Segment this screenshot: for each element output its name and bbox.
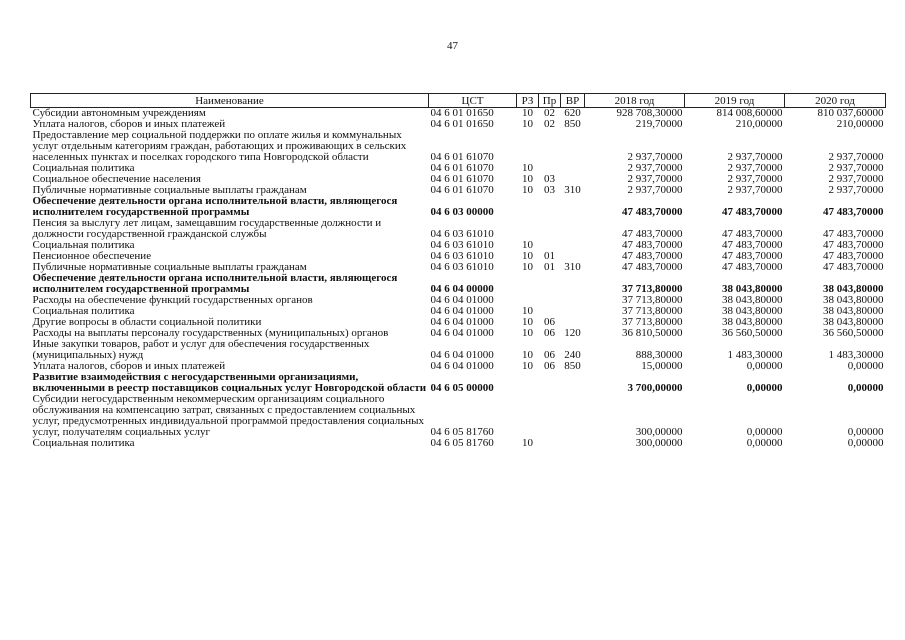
row-pr: 02 bbox=[544, 107, 555, 119]
row-2019: 47 483,70000 bbox=[722, 239, 783, 251]
row-vr bbox=[561, 438, 585, 449]
row-2019: 36 560,50000 bbox=[722, 327, 783, 339]
budget-table bbox=[30, 93, 886, 449]
row-2018: 888,30000 bbox=[635, 349, 683, 361]
header-rz: РЗ bbox=[517, 94, 539, 108]
row-vr: 850 bbox=[564, 360, 581, 372]
row-2020: 810 037,60000 bbox=[817, 107, 884, 119]
row-rz: 10 bbox=[522, 437, 533, 449]
row-cst: 04 6 01 61070 bbox=[430, 162, 494, 174]
row-rz bbox=[517, 372, 539, 394]
row-2018: 928 708,30000 bbox=[616, 107, 683, 119]
row-cst: 04 6 05 81760 bbox=[430, 437, 494, 449]
row-rz: 10 bbox=[522, 316, 533, 328]
row-cst: 04 6 05 00000 bbox=[430, 382, 494, 394]
row-pr: 06 bbox=[544, 316, 555, 328]
row-2018: 47 483,70000 bbox=[622, 239, 683, 251]
row-rz: 10 bbox=[522, 327, 533, 339]
row-2020: 0,00000 bbox=[847, 426, 884, 438]
row-2019: 38 043,80000 bbox=[722, 305, 783, 317]
row-name: Субсидии негосударственным некоммерческим организациям социального обслуживания на компенсацию затрат, связанных с предоставлением социальных услуг, предусмотренных индивидуальной программой предоставления социальных услуг, получателям социальных услуг bbox=[32, 393, 425, 438]
row-2019: 38 043,80000 bbox=[722, 294, 783, 306]
row-2020: 38 043,80000 bbox=[823, 316, 884, 328]
row-name: Пенсия за выслугу лет лицам, замещавшим государственные должности и должности государственной гражданской службы bbox=[32, 217, 382, 240]
row-2019: 0,00000 bbox=[746, 437, 783, 449]
row-2020: 2 937,70000 bbox=[828, 184, 884, 196]
row-2020: 0,00000 bbox=[847, 437, 884, 449]
row-2019: 0,00000 bbox=[746, 360, 783, 372]
row-cst: 04 6 01 61070 bbox=[430, 184, 494, 196]
row-2018: 219,70000 bbox=[635, 118, 683, 130]
row-rz: 10 bbox=[522, 250, 533, 262]
header-2019: 2019 год bbox=[685, 94, 785, 108]
row-cst: 04 6 04 01000 bbox=[430, 294, 494, 306]
row-rz: 10 bbox=[522, 239, 533, 251]
header-vr: ВР bbox=[561, 94, 585, 108]
row-rz: 10 bbox=[522, 261, 533, 273]
table-row bbox=[31, 218, 886, 240]
row-vr bbox=[561, 295, 585, 306]
table-row bbox=[31, 273, 886, 295]
row-2019: 47 483,70000 bbox=[722, 206, 783, 218]
row-2018: 15,00000 bbox=[641, 360, 683, 372]
row-2019: 2 937,70000 bbox=[727, 184, 783, 196]
row-2020: 2 937,70000 bbox=[828, 173, 884, 185]
row-rz: 10 bbox=[522, 305, 533, 317]
row-2019: 47 483,70000 bbox=[722, 261, 783, 273]
row-rz bbox=[517, 218, 539, 240]
row-name: Развитие взаимодействия с негосударственными организациями, включенными в реестр поставщиков социальных услуг Новгородской области bbox=[32, 371, 427, 394]
row-rz: 10 bbox=[522, 118, 533, 130]
table-row bbox=[31, 130, 886, 163]
header-name: Наименование bbox=[31, 94, 429, 108]
header-cst: ЦСТ bbox=[429, 94, 517, 108]
table-header-row bbox=[31, 94, 886, 108]
row-2020: 2 937,70000 bbox=[828, 151, 884, 163]
row-vr bbox=[561, 218, 585, 240]
row-name: Пенсионное обеспечение bbox=[32, 250, 152, 262]
row-name: Субсидии автономным учреждениям bbox=[32, 107, 206, 119]
row-name: Другие вопросы в области социальной политики bbox=[32, 316, 262, 328]
row-2018: 2 937,70000 bbox=[627, 162, 683, 174]
row-2018: 37 713,80000 bbox=[622, 294, 683, 306]
row-pr: 01 bbox=[544, 250, 555, 262]
row-vr bbox=[561, 196, 585, 218]
row-pr bbox=[539, 394, 561, 438]
row-2018: 2 937,70000 bbox=[627, 173, 683, 185]
row-vr bbox=[561, 372, 585, 394]
row-cst: 04 6 01 61070 bbox=[430, 151, 494, 163]
row-2019: 38 043,80000 bbox=[722, 316, 783, 328]
row-rz: 10 bbox=[522, 162, 533, 174]
row-name: Обеспечение деятельности органа исполнительной власти, являющегося исполнителем государственной программы bbox=[32, 195, 398, 218]
row-2018: 47 483,70000 bbox=[622, 250, 683, 262]
row-2019: 2 937,70000 bbox=[727, 162, 783, 174]
row-cst: 04 6 03 61010 bbox=[430, 228, 494, 240]
row-2020: 36 560,50000 bbox=[823, 327, 884, 339]
row-2019: 210,00000 bbox=[735, 118, 783, 130]
row-2018: 47 483,70000 bbox=[622, 261, 683, 273]
row-rz bbox=[517, 273, 539, 295]
row-2020: 1 483,30000 bbox=[828, 349, 884, 361]
row-name: Публичные нормативные социальные выплаты гражданам bbox=[32, 184, 307, 196]
row-2020: 0,00000 bbox=[847, 360, 884, 372]
row-name: Предоставление мер социальной поддержки по оплате жилья и коммунальных услуг отдельным категориям граждан, работающих и проживающих в сельских населенных пунктах и поселках городского типа Новгородской области bbox=[32, 129, 407, 163]
row-cst: 04 6 01 61070 bbox=[430, 173, 494, 185]
row-2018: 2 937,70000 bbox=[627, 184, 683, 196]
row-cst: 04 6 03 00000 bbox=[430, 206, 494, 218]
row-cst: 04 6 03 61010 bbox=[430, 261, 494, 273]
row-vr bbox=[561, 306, 585, 317]
row-pr bbox=[539, 130, 561, 163]
row-2019: 1 483,30000 bbox=[727, 349, 783, 361]
row-rz: 10 bbox=[522, 107, 533, 119]
row-2019: 38 043,80000 bbox=[722, 283, 783, 295]
row-cst: 04 6 04 01000 bbox=[430, 305, 494, 317]
row-cst: 04 6 04 01000 bbox=[430, 316, 494, 328]
row-vr: 310 bbox=[564, 261, 581, 273]
row-rz: 10 bbox=[522, 173, 533, 185]
row-pr: 01 bbox=[544, 261, 555, 273]
header-pr: Пр bbox=[539, 94, 561, 108]
table-row bbox=[31, 394, 886, 438]
row-2018: 2 937,70000 bbox=[627, 151, 683, 163]
row-pr: 02 bbox=[544, 118, 555, 130]
row-vr bbox=[561, 273, 585, 295]
row-name: Социальное обеспечение населения bbox=[32, 173, 201, 185]
row-vr bbox=[561, 240, 585, 251]
row-cst: 04 6 03 61010 bbox=[430, 239, 494, 251]
row-rz bbox=[517, 196, 539, 218]
row-pr bbox=[539, 372, 561, 394]
row-2020: 38 043,80000 bbox=[823, 305, 884, 317]
row-2020: 210,00000 bbox=[836, 118, 884, 130]
row-2020: 38 043,80000 bbox=[823, 294, 884, 306]
row-name: Расходы на выплаты персоналу государственных (муниципальных) органов bbox=[32, 327, 389, 339]
row-2020: 47 483,70000 bbox=[823, 228, 884, 240]
row-2018: 37 713,80000 bbox=[622, 316, 683, 328]
row-vr bbox=[561, 163, 585, 174]
row-pr bbox=[539, 438, 561, 449]
row-name: Социальная политика bbox=[32, 162, 135, 174]
row-2020: 38 043,80000 bbox=[823, 283, 884, 295]
row-pr bbox=[539, 218, 561, 240]
row-vr: 310 bbox=[564, 184, 581, 196]
row-vr bbox=[561, 394, 585, 438]
row-2019: 2 937,70000 bbox=[727, 151, 783, 163]
row-pr bbox=[539, 295, 561, 306]
header-2018: 2018 год bbox=[585, 94, 685, 108]
row-2018: 47 483,70000 bbox=[622, 206, 683, 218]
row-pr: 03 bbox=[544, 173, 555, 185]
table-row bbox=[31, 438, 886, 449]
row-2019: 2 937,70000 bbox=[727, 173, 783, 185]
row-vr bbox=[561, 130, 585, 163]
row-2019: 47 483,70000 bbox=[722, 228, 783, 240]
row-name: Обеспечение деятельности органа исполнительной власти, являющегося исполнителем государственной программы bbox=[32, 272, 398, 295]
row-2019: 0,00000 bbox=[746, 382, 783, 394]
row-cst: 04 6 01 01650 bbox=[430, 118, 494, 130]
row-vr: 240 bbox=[564, 349, 581, 361]
row-2018: 37 713,80000 bbox=[622, 305, 683, 317]
row-cst: 04 6 04 00000 bbox=[430, 283, 494, 295]
row-vr: 120 bbox=[564, 327, 581, 339]
row-2018: 300,00000 bbox=[635, 426, 683, 438]
row-2018: 47 483,70000 bbox=[622, 228, 683, 240]
row-pr: 03 bbox=[544, 184, 555, 196]
row-rz: 10 bbox=[522, 184, 533, 196]
row-name: Расходы на обеспечение функций государственных органов bbox=[32, 294, 313, 306]
row-name: Уплата налогов, сборов и иных платежей bbox=[32, 118, 226, 130]
table-row bbox=[31, 372, 886, 394]
row-2020: 47 483,70000 bbox=[823, 261, 884, 273]
row-cst: 04 6 03 61010 bbox=[430, 250, 494, 262]
row-name: Публичные нормативные социальные выплаты гражданам bbox=[32, 261, 307, 273]
table-body bbox=[31, 108, 886, 450]
row-rz bbox=[517, 130, 539, 163]
table-row bbox=[31, 339, 886, 361]
header-2020: 2020 год bbox=[785, 94, 886, 108]
row-pr bbox=[539, 273, 561, 295]
row-pr: 06 bbox=[544, 349, 555, 361]
row-name: Социальная политика bbox=[32, 305, 135, 317]
row-2020: 2 937,70000 bbox=[828, 162, 884, 174]
row-2020: 0,00000 bbox=[847, 382, 884, 394]
row-2018: 37 713,80000 bbox=[622, 283, 683, 295]
row-vr: 850 bbox=[564, 118, 581, 130]
row-rz: 10 bbox=[522, 360, 533, 372]
page-number: 47 bbox=[447, 40, 458, 52]
row-pr bbox=[539, 196, 561, 218]
row-2020: 47 483,70000 bbox=[823, 206, 884, 218]
row-cst: 04 6 04 01000 bbox=[430, 327, 494, 339]
row-2020: 47 483,70000 bbox=[823, 239, 884, 251]
row-2020: 47 483,70000 bbox=[823, 250, 884, 262]
row-2018: 36 810,50000 bbox=[622, 327, 683, 339]
row-name: Социальная политика bbox=[32, 437, 135, 449]
row-name: Уплата налогов, сборов и иных платежей bbox=[32, 360, 226, 372]
row-2019: 0,00000 bbox=[746, 426, 783, 438]
row-rz: 10 bbox=[522, 349, 533, 361]
row-name: Иные закупки товаров, работ и услуг для обеспечения государственных (муниципальных) нужд bbox=[32, 338, 370, 361]
row-2019: 814 008,60000 bbox=[716, 107, 783, 119]
row-2018: 300,00000 bbox=[635, 437, 683, 449]
row-cst: 04 6 04 01000 bbox=[430, 360, 494, 372]
row-name: Социальная политика bbox=[32, 239, 135, 251]
row-cst: 04 6 01 01650 bbox=[430, 107, 494, 119]
row-rz bbox=[517, 394, 539, 438]
row-2019: 47 483,70000 bbox=[722, 250, 783, 262]
row-pr: 06 bbox=[544, 360, 555, 372]
row-cst: 04 6 05 81760 bbox=[430, 426, 494, 438]
row-cst: 04 6 04 01000 bbox=[430, 349, 494, 361]
table-row bbox=[31, 196, 886, 218]
row-vr: 620 bbox=[564, 107, 581, 119]
row-pr: 06 bbox=[544, 327, 555, 339]
row-2018: 3 700,00000 bbox=[627, 382, 683, 394]
